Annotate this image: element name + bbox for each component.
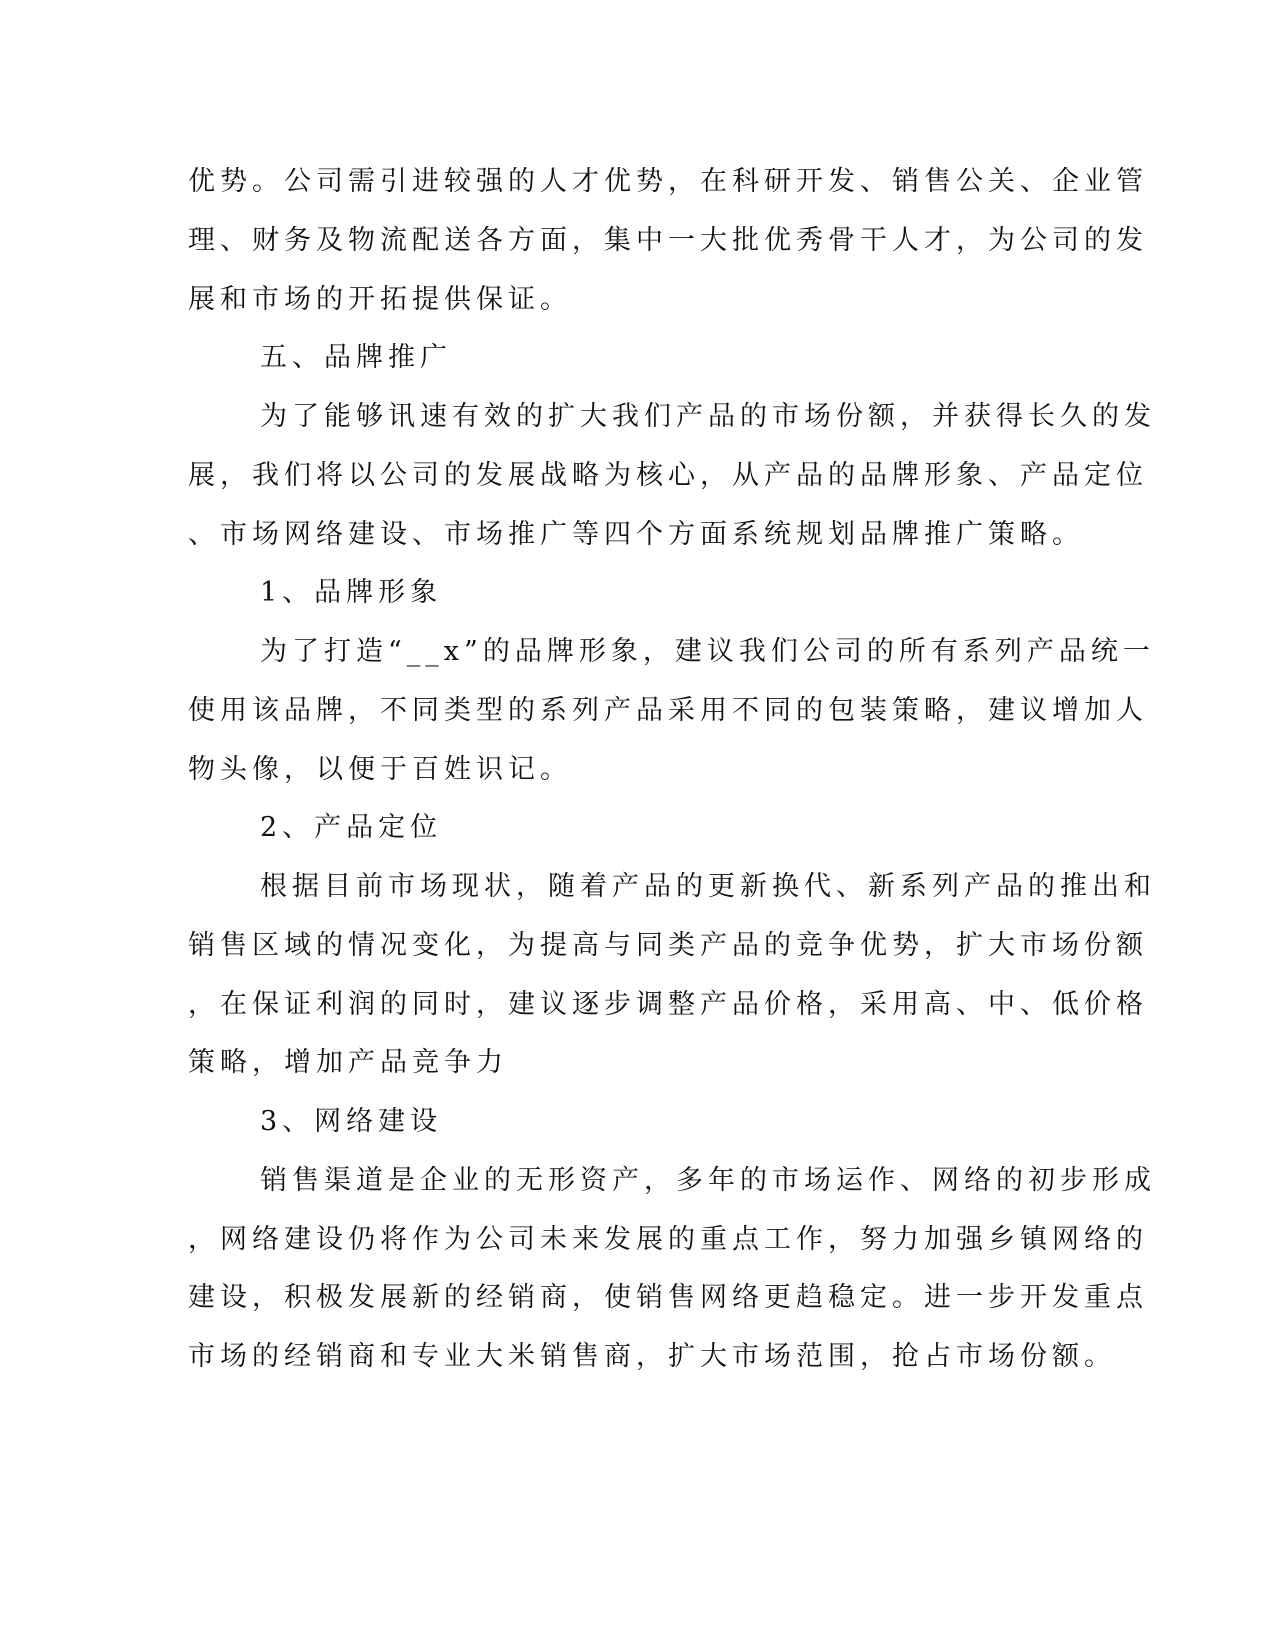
- text-line: 为了打造“__x”的品牌形象，建议我们公司的所有系列产品统一: [260, 636, 1155, 667]
- text-line: 物头像，以便于百姓识记。: [188, 754, 572, 785]
- text-line: ，在保证利润的同时，建议逐步调整产品价格，采用高、中、低价格: [188, 989, 1148, 1020]
- subsection-heading: 3、网络建设: [260, 1106, 443, 1137]
- text-line: ，网络建设仍将作为公司未来发展的重点工作，努力加强乡镇网络的: [188, 1224, 1148, 1255]
- text-line: 展，我们将以公司的发展战略为核心，从产品的品牌形象、产品定位: [188, 460, 1148, 491]
- text-line: 、市场网络建设、市场推广等四个方面系统规划品牌推广策略。: [188, 519, 1084, 550]
- text-line: 销售渠道是企业的无形资产，多年的市场运作、网络的初步形成: [260, 1165, 1156, 1196]
- text-line: 策略，增加产品竞争力: [188, 1047, 508, 1078]
- subsection-heading: 1、品牌形象: [260, 577, 443, 608]
- text-line: 使用该品牌，不同类型的系列产品采用不同的包装策略，建议增加人: [188, 695, 1148, 726]
- text-line: 根据目前市场现状，随着产品的更新换代、新系列产品的推出和: [260, 871, 1156, 902]
- text-line: 为了能够讯速有效的扩大我们产品的市场份额，并获得长久的发: [260, 401, 1156, 432]
- subsection-heading: 2、产品定位: [260, 812, 443, 843]
- text-line: 理、财务及物流配送各方面，集中一大批优秀骨干人才，为公司的发: [188, 225, 1148, 256]
- text-line: 展和市场的开拓提供保证。: [188, 284, 572, 315]
- text-line: 建设，积极发展新的经销商，使销售网络更趋稳定。进一步开发重点: [188, 1282, 1148, 1313]
- text-line: 销售区域的情况变化，为提高与同类产品的竞争优势，扩大市场份额: [188, 930, 1148, 961]
- text-line: 优势。公司需引进较强的人才优势，在科研开发、销售公关、企业管: [188, 166, 1148, 197]
- text-line: 市场的经销商和专业大米销售商，扩大市场范围，抢占市场份额。: [188, 1341, 1116, 1372]
- section-heading: 五、品牌推广: [260, 342, 452, 373]
